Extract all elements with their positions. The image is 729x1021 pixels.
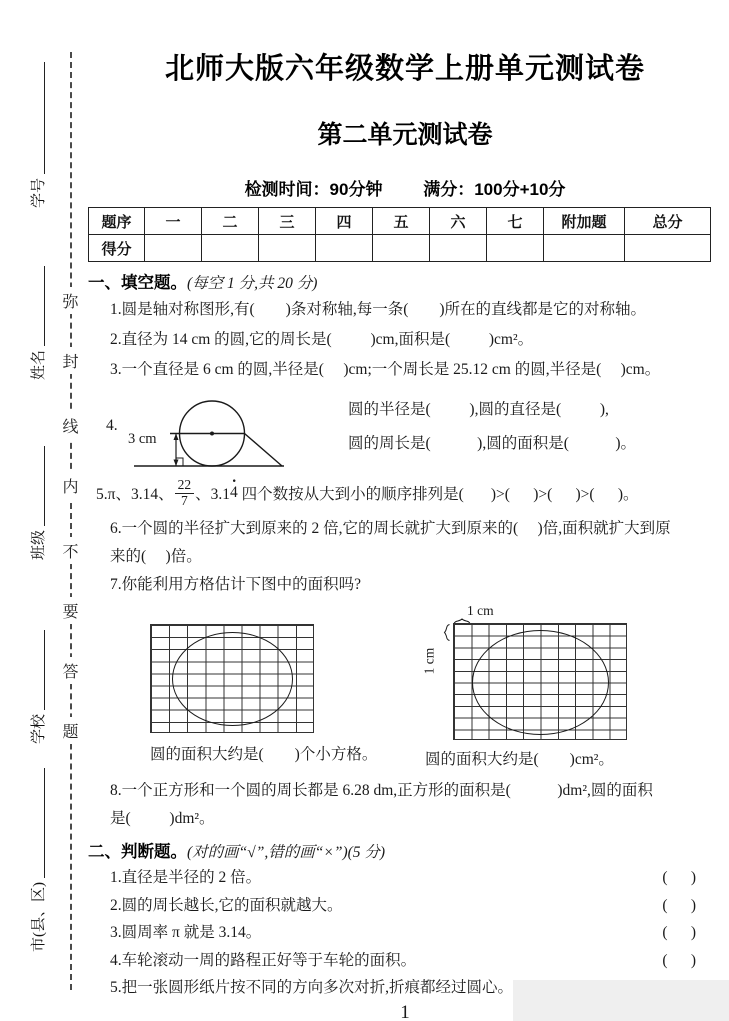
score-header-cell: 七	[487, 208, 544, 235]
inscribed-circle	[172, 632, 293, 726]
square-grid-left	[150, 624, 314, 733]
grid-right-caption: 圆的面积大约是( )cm²。	[425, 751, 614, 768]
field-label: 姓名	[31, 349, 47, 380]
section-1-note: (每空 1 分,共 20 分)	[187, 275, 318, 292]
sidebar-field-class	[18, 446, 48, 560]
judge-item-2	[88, 892, 722, 920]
question-4-line-1: 圆的半径是( ),圆的直径是( ),	[348, 401, 609, 418]
sidebar-field-city	[18, 768, 48, 952]
score-table-score-row	[89, 235, 711, 262]
question-4-line-2: 圆的周长是( ),圆的面积是( )。	[348, 435, 637, 452]
grid-figure-left	[150, 607, 425, 769]
score-cell-empty	[544, 235, 625, 262]
seal-char: 要	[61, 597, 80, 624]
page-subtitle: 第二单元测试卷	[317, 121, 493, 149]
seal-char: 不	[61, 537, 80, 564]
sidebar-field-student-id	[18, 62, 48, 208]
question-7-figures	[88, 603, 722, 769]
dimension-label-3cm: 3 cm	[128, 431, 157, 447]
score-cell-empty	[259, 235, 316, 262]
sidebar-field-school	[18, 630, 48, 744]
score-cell-empty	[625, 235, 711, 262]
section-1-title: 一、填空题。	[88, 274, 187, 292]
section-2-title: 二、判断题。	[88, 843, 187, 861]
exam-time: 检测时间：90分钟	[244, 180, 383, 199]
answer-paren: ( )	[662, 896, 696, 914]
score-header-cell: 五	[373, 208, 430, 235]
judge-item-4	[88, 947, 722, 975]
circle-diagram-svg	[122, 387, 292, 471]
question-5-mid: 、3.1	[195, 486, 230, 503]
answer-paren: ( )	[662, 924, 696, 941]
judge-item-1	[88, 864, 722, 892]
score-header-cell: 总分	[625, 208, 711, 235]
score-cell-empty	[373, 235, 430, 262]
judge-item-text: 1.直径是半径的 2 倍。	[110, 869, 262, 886]
fill-blank-line	[44, 768, 45, 878]
score-header-cell: 二	[202, 208, 259, 235]
fraction-numerator: 22	[175, 478, 195, 493]
judge-item-text: 3.圆周率 π 就是 3.14。	[110, 924, 262, 941]
question-4-number: 4.	[106, 417, 118, 434]
score-header-cell: 附加题	[544, 208, 625, 235]
seal-char: 题	[61, 717, 80, 744]
score-header-cell: 题序	[89, 208, 145, 235]
unit-label-left: 1 cm	[421, 647, 437, 675]
answer-paren: ( )	[662, 869, 696, 886]
seal-char: 封	[61, 347, 80, 374]
question-7: 7.你能利用方格估计下图中的面积吗?	[110, 576, 362, 593]
page-title: 北师大版六年级数学上册单元测试卷	[164, 53, 645, 85]
answer-paren: ( )	[662, 951, 696, 969]
grid-right-area	[421, 603, 627, 740]
score-cell-empty	[202, 235, 259, 262]
score-cell-empty	[487, 235, 544, 262]
section-1-heading	[88, 272, 722, 295]
question-5-post: 四个数按从大到小的顺序排列是( )>( )>( )>( )。	[237, 486, 639, 503]
fill-blank-line	[44, 266, 45, 346]
sidebar-field-name	[18, 266, 48, 380]
judge-item-text: 2.圆的周长越长,它的面积就越大。	[110, 896, 343, 914]
grid-left-caption: 圆的面积大约是( )个小方格。	[150, 746, 378, 763]
score-row-label: 得分	[89, 235, 145, 262]
score-header-cell: 三	[259, 208, 316, 235]
field-label: 市(县、区)	[31, 882, 47, 952]
question-8-line-2: 是( )dm²。	[110, 810, 215, 827]
field-label: 学号	[31, 177, 47, 208]
seal-char: 内	[61, 472, 80, 499]
repeating-decimal-digit: · 4	[230, 484, 238, 502]
fill-blank-line	[44, 446, 45, 526]
score-cell-empty	[145, 235, 202, 262]
question-2: 2.直径为 14 cm 的圆,它的周长是( )cm,面积是( )cm²。	[110, 331, 534, 348]
question-6-line-2: 来的( )倍。	[110, 548, 202, 565]
scan-shadow-artifact	[513, 980, 729, 1021]
brace-icon	[444, 624, 451, 642]
square-grid-right	[453, 623, 627, 740]
grid-figure-right	[421, 603, 627, 769]
page-number: 1	[400, 1001, 410, 1021]
exam-info-line	[88, 175, 722, 200]
seal-char: 线	[61, 412, 80, 439]
score-header-cell: 四	[316, 208, 373, 235]
section-2-heading	[88, 841, 722, 864]
inscribed-circle	[472, 630, 609, 735]
question-6-line-1: 6.一个圆的半径扩大到原来的 2 倍,它的周长就扩大到原来的( )倍,面积就扩大到原	[110, 520, 671, 537]
fill-blank-line	[44, 630, 45, 710]
fraction-22-7	[175, 478, 195, 507]
score-header-cell: 六	[430, 208, 487, 235]
score-cell-empty	[430, 235, 487, 262]
field-label: 学校	[31, 713, 47, 744]
main-content	[88, 0, 722, 1021]
question-8-line-1: 8.一个正方形和一个圆的周长都是 6.28 dm,正方形的面积是( )dm²,圆的面积	[110, 782, 653, 799]
unit-label-top: 1 cm	[467, 603, 494, 618]
section-2-note: (对的画“√”,错的画“×”)(5 分)	[187, 844, 386, 861]
fill-blank-line	[44, 62, 45, 174]
question-5	[88, 471, 722, 515]
seal-dashed-line	[70, 52, 72, 990]
score-header-cell: 一	[145, 208, 202, 235]
score-table	[88, 207, 711, 262]
question-3: 3.一个直径是 6 cm 的圆,半径是( )cm;一个周长是 25.12 cm 的圆,半径是( )cm。	[110, 361, 661, 378]
field-label: 班级	[31, 529, 47, 560]
circle-tangent-diagram	[122, 387, 292, 471]
question-4	[88, 387, 722, 471]
question-5-pre: 5.π、3.14、	[96, 486, 174, 503]
seal-char: 弥	[61, 287, 80, 314]
judge-item-3	[88, 919, 722, 947]
judge-item-text: 4.车轮滚动一周的路程正好等于车轮的面积。	[110, 951, 417, 969]
score-cell-empty	[316, 235, 373, 262]
fraction-denominator: 7	[180, 492, 188, 508]
seal-char: 答	[61, 657, 80, 684]
judge-item-text: 5.把一张圆形纸片按不同的方向多次对折,折痕都经过圆心。	[110, 979, 514, 996]
exam-score: 满分：100分+10分	[423, 180, 566, 199]
question-1: 1.圆是轴对称图形,有( )条对称轴,每一条( )所在的直线都是它的对称轴。	[110, 301, 647, 318]
question-4-text	[348, 387, 636, 471]
score-table-header-row	[89, 208, 711, 235]
